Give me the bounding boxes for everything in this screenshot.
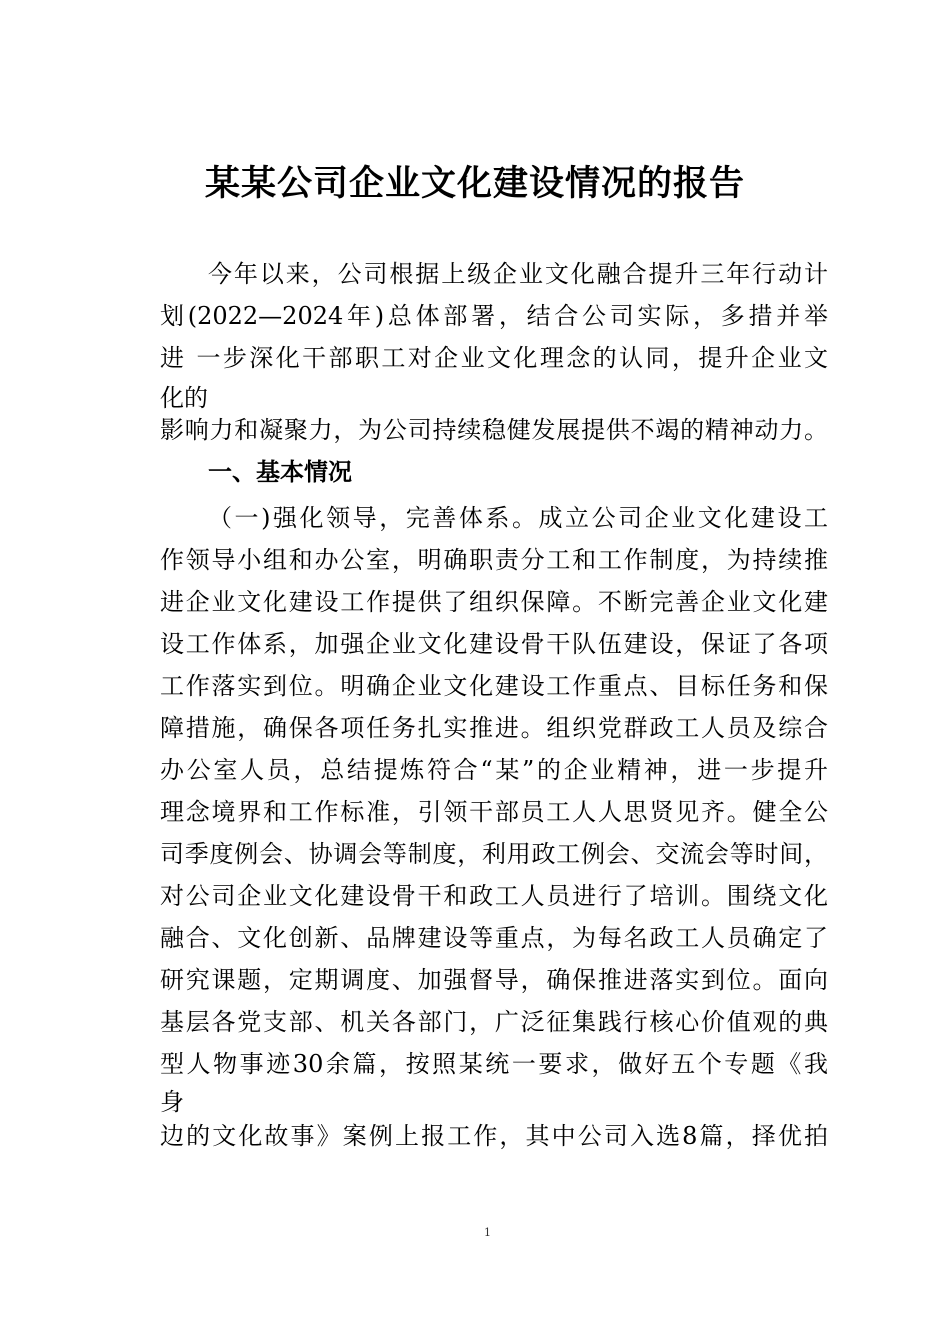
section-heading: 一、基本情况	[208, 458, 352, 486]
intro-line: 划(2022—2024年)总体部署，结合公司实际，多措并举	[160, 302, 828, 330]
body-line: 司季度例会、协调会等制度，利用政工例会、交流会等时间，	[160, 840, 828, 868]
body-line: （一)强化领导，完善体系。成立公司企业文化建设工	[208, 504, 828, 532]
body-line: 研究课题，定期调度、加强督导，确保推进落实到位。面向	[160, 966, 828, 994]
intro-line: 进 一步深化干部职工对企业文化理念的认同，提升企业文	[160, 344, 828, 372]
body-line: 进企业文化建设工作提供了组织保障。不断完善企业文化建	[160, 588, 828, 616]
body-line: 作领导小组和办公室，明确职责分工和工作制度，为持续推	[160, 546, 828, 574]
document-title: 某某公司企业文化建设情况的报告	[204, 164, 745, 204]
body-line: 边的文化故事》案例上报工作，其中公司入选8篇，择优拍	[160, 1122, 828, 1150]
body-line: 基层各党支部、机关各部门，广泛征集践行核心价值观的典	[160, 1008, 828, 1036]
body-line: 障措施，确保各项任务扎实推进。组织党群政工人员及综合	[160, 714, 828, 742]
body-line: 融合、文化创新、品牌建设等重点，为每名政工人员确定了	[160, 924, 828, 952]
body-line: 理念境界和工作标准，引领干部员工人人思贤见齐。健全公	[160, 798, 828, 826]
body-line: 型人物事迹30余篇，按照某统一要求，做好五个专题《我	[160, 1050, 828, 1078]
body-line: 工作落实到位。明确企业文化建设工作重点、目标任务和保	[160, 672, 828, 700]
body-line: 办公室人员，总结提炼符合“某”的企业精神，进一步提升	[160, 756, 828, 784]
intro-line: 化的	[160, 384, 208, 412]
page-number: 1	[484, 1226, 491, 1239]
body-line: 身	[160, 1088, 184, 1116]
body-line: 对公司企业文化建设骨干和政工人员进行了培训。围绕文化	[160, 882, 828, 910]
intro-line: 影响力和凝聚力，为公司持续稳健发展提供不竭的精神动力。	[160, 416, 828, 444]
intro-line: 今年以来，公司根据上级企业文化融合提升三年行动计	[208, 260, 828, 288]
body-line: 设工作体系，加强企业文化建设骨干队伍建设，保证了各项	[160, 630, 828, 658]
